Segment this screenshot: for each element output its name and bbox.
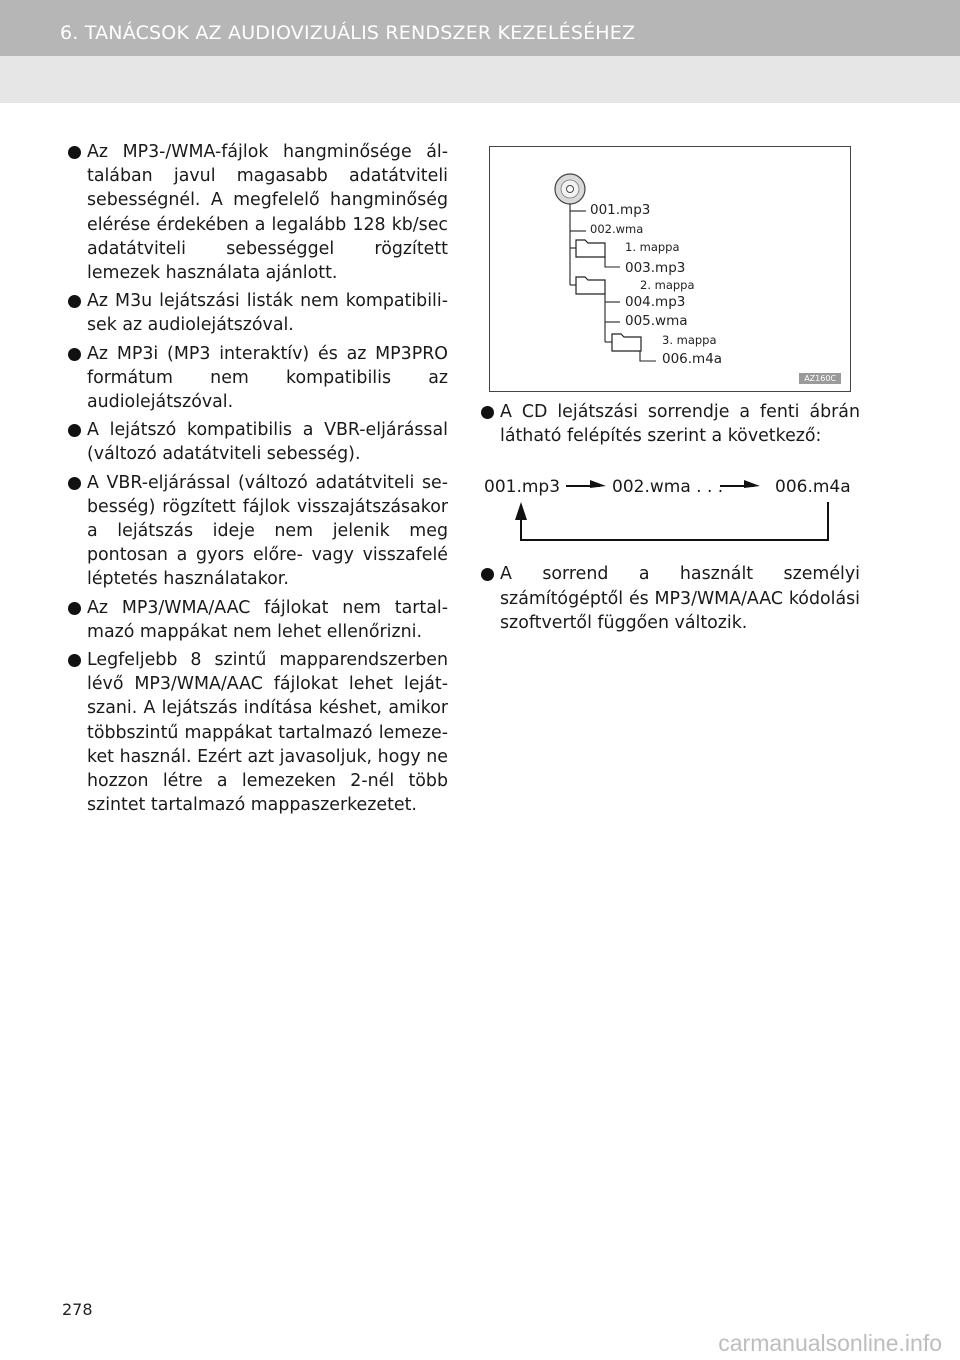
folder-icon [612, 334, 641, 351]
left-column [67, 140, 448, 821]
loop-back-arrow-icon [521, 502, 828, 540]
right-arrow-icon [720, 480, 760, 488]
bullet-text: Az MP3/WMA/AAC fájlokat nem tartalmazó mappákat nem lehet ellenőrizni. [87, 597, 448, 642]
file-label: 003.mp3 [625, 260, 686, 276]
bullet-dot-icon [68, 295, 81, 308]
page-header [0, 0, 960, 103]
file-label: 004.mp3 [625, 294, 686, 310]
file-label: 001.mp3 [590, 202, 651, 218]
list-item [67, 648, 448, 817]
flow-middle-label: 002.wma . . . [612, 477, 724, 497]
figure-code: AZ160C [799, 373, 841, 384]
watermark: carmanualsonline.info [718, 1330, 942, 1356]
list-item [480, 562, 860, 635]
file-label: 002.wma [590, 222, 644, 236]
folder-icon [576, 277, 605, 294]
file-label: 005.wma [625, 313, 688, 329]
playback-order-diagram [482, 470, 862, 550]
bullet-text: Az M3u lejátszási listák nem kompatibilisek az audiolejátszóval. [87, 291, 448, 336]
flow-end-label: 006.m4a [775, 477, 851, 497]
cd-disc-icon [555, 174, 585, 204]
bullet-dot-icon [481, 406, 494, 419]
list-item [480, 400, 860, 448]
list-item [67, 418, 448, 466]
folder-structure-figure [489, 146, 851, 392]
list-item [67, 471, 448, 592]
page-number: 278 [62, 1300, 93, 1319]
folder-icon [576, 240, 605, 257]
bullet-text: Az MP3-/WMA-fájlok hangminősége általában javul magasabb adatátviteli sebességnél. A megfelelő hangminőség elérése érdekében a legalább 128 kb/sec adatátviteli sebességgel rögzített lemezek használata ajánlott. [87, 142, 448, 284]
folder-label: 2. mappa [640, 278, 695, 292]
bullet-text: A VBR-eljárással (változó adatátviteli sebesség) rögzített fájlok visszajátszásakor a lejátszás ideje nem jelenik meg pontosan a gyors előre- vagy visszafelé léptetés használatakor. [87, 472, 448, 590]
folder-label: 3. mappa [662, 333, 717, 347]
list-item [67, 596, 448, 644]
list-item [67, 342, 448, 415]
list-item [67, 140, 448, 285]
bullet-dot-icon [68, 654, 81, 667]
bullet-dot-icon [481, 568, 494, 581]
bullet-text: Legfeljebb 8 szintű mapparendszerben lévő MP3/WMA/AAC fájlokat lehet lejátszani. A lejátszás indítása késhet, amikor többszintű mappákat tartalmazó lemezeket használ. Ezért azt javasoljuk, hogy ne hozzon létre a lemezeken 2-nél több szintet tartalmazó mappaszerkezetet. [87, 650, 448, 816]
right-arrow-icon [566, 480, 606, 488]
bullet-dot-icon [68, 348, 81, 361]
bullet-dot-icon [68, 477, 81, 490]
folder-label: 1. mappa [625, 240, 680, 254]
bullet-dot-icon [68, 146, 81, 159]
bullet-text: A sorrend a használt személyi számítógéptől és MP3/WMA/AAC kódolási szoftvertől függően változik. [500, 564, 860, 633]
bullet-text: Az MP3i (MP3 interaktív) és az MP3PRO formátum nem kompatibilis az audiolejátszóval. [87, 343, 448, 413]
bullet-text: A CD lejátszási sorrendje a fenti ábrán látható felépítés szerint a következő: [500, 402, 860, 447]
bullet-dot-icon [68, 602, 81, 615]
bullet-text: A lejátszó kompatibilis a VBR-eljárással (változó adatátviteli sebesség). [87, 420, 448, 465]
bullet-dot-icon [68, 424, 81, 437]
file-label: 006.m4a [662, 351, 723, 367]
list-item [67, 289, 448, 337]
section-title: 6. TANÁCSOK AZ AUDIOVIZUÁLIS RENDSZER KEZELÉSÉHEZ [60, 22, 636, 44]
up-arrow-head-icon [515, 502, 527, 520]
flow-start-label: 001.mp3 [484, 477, 561, 497]
